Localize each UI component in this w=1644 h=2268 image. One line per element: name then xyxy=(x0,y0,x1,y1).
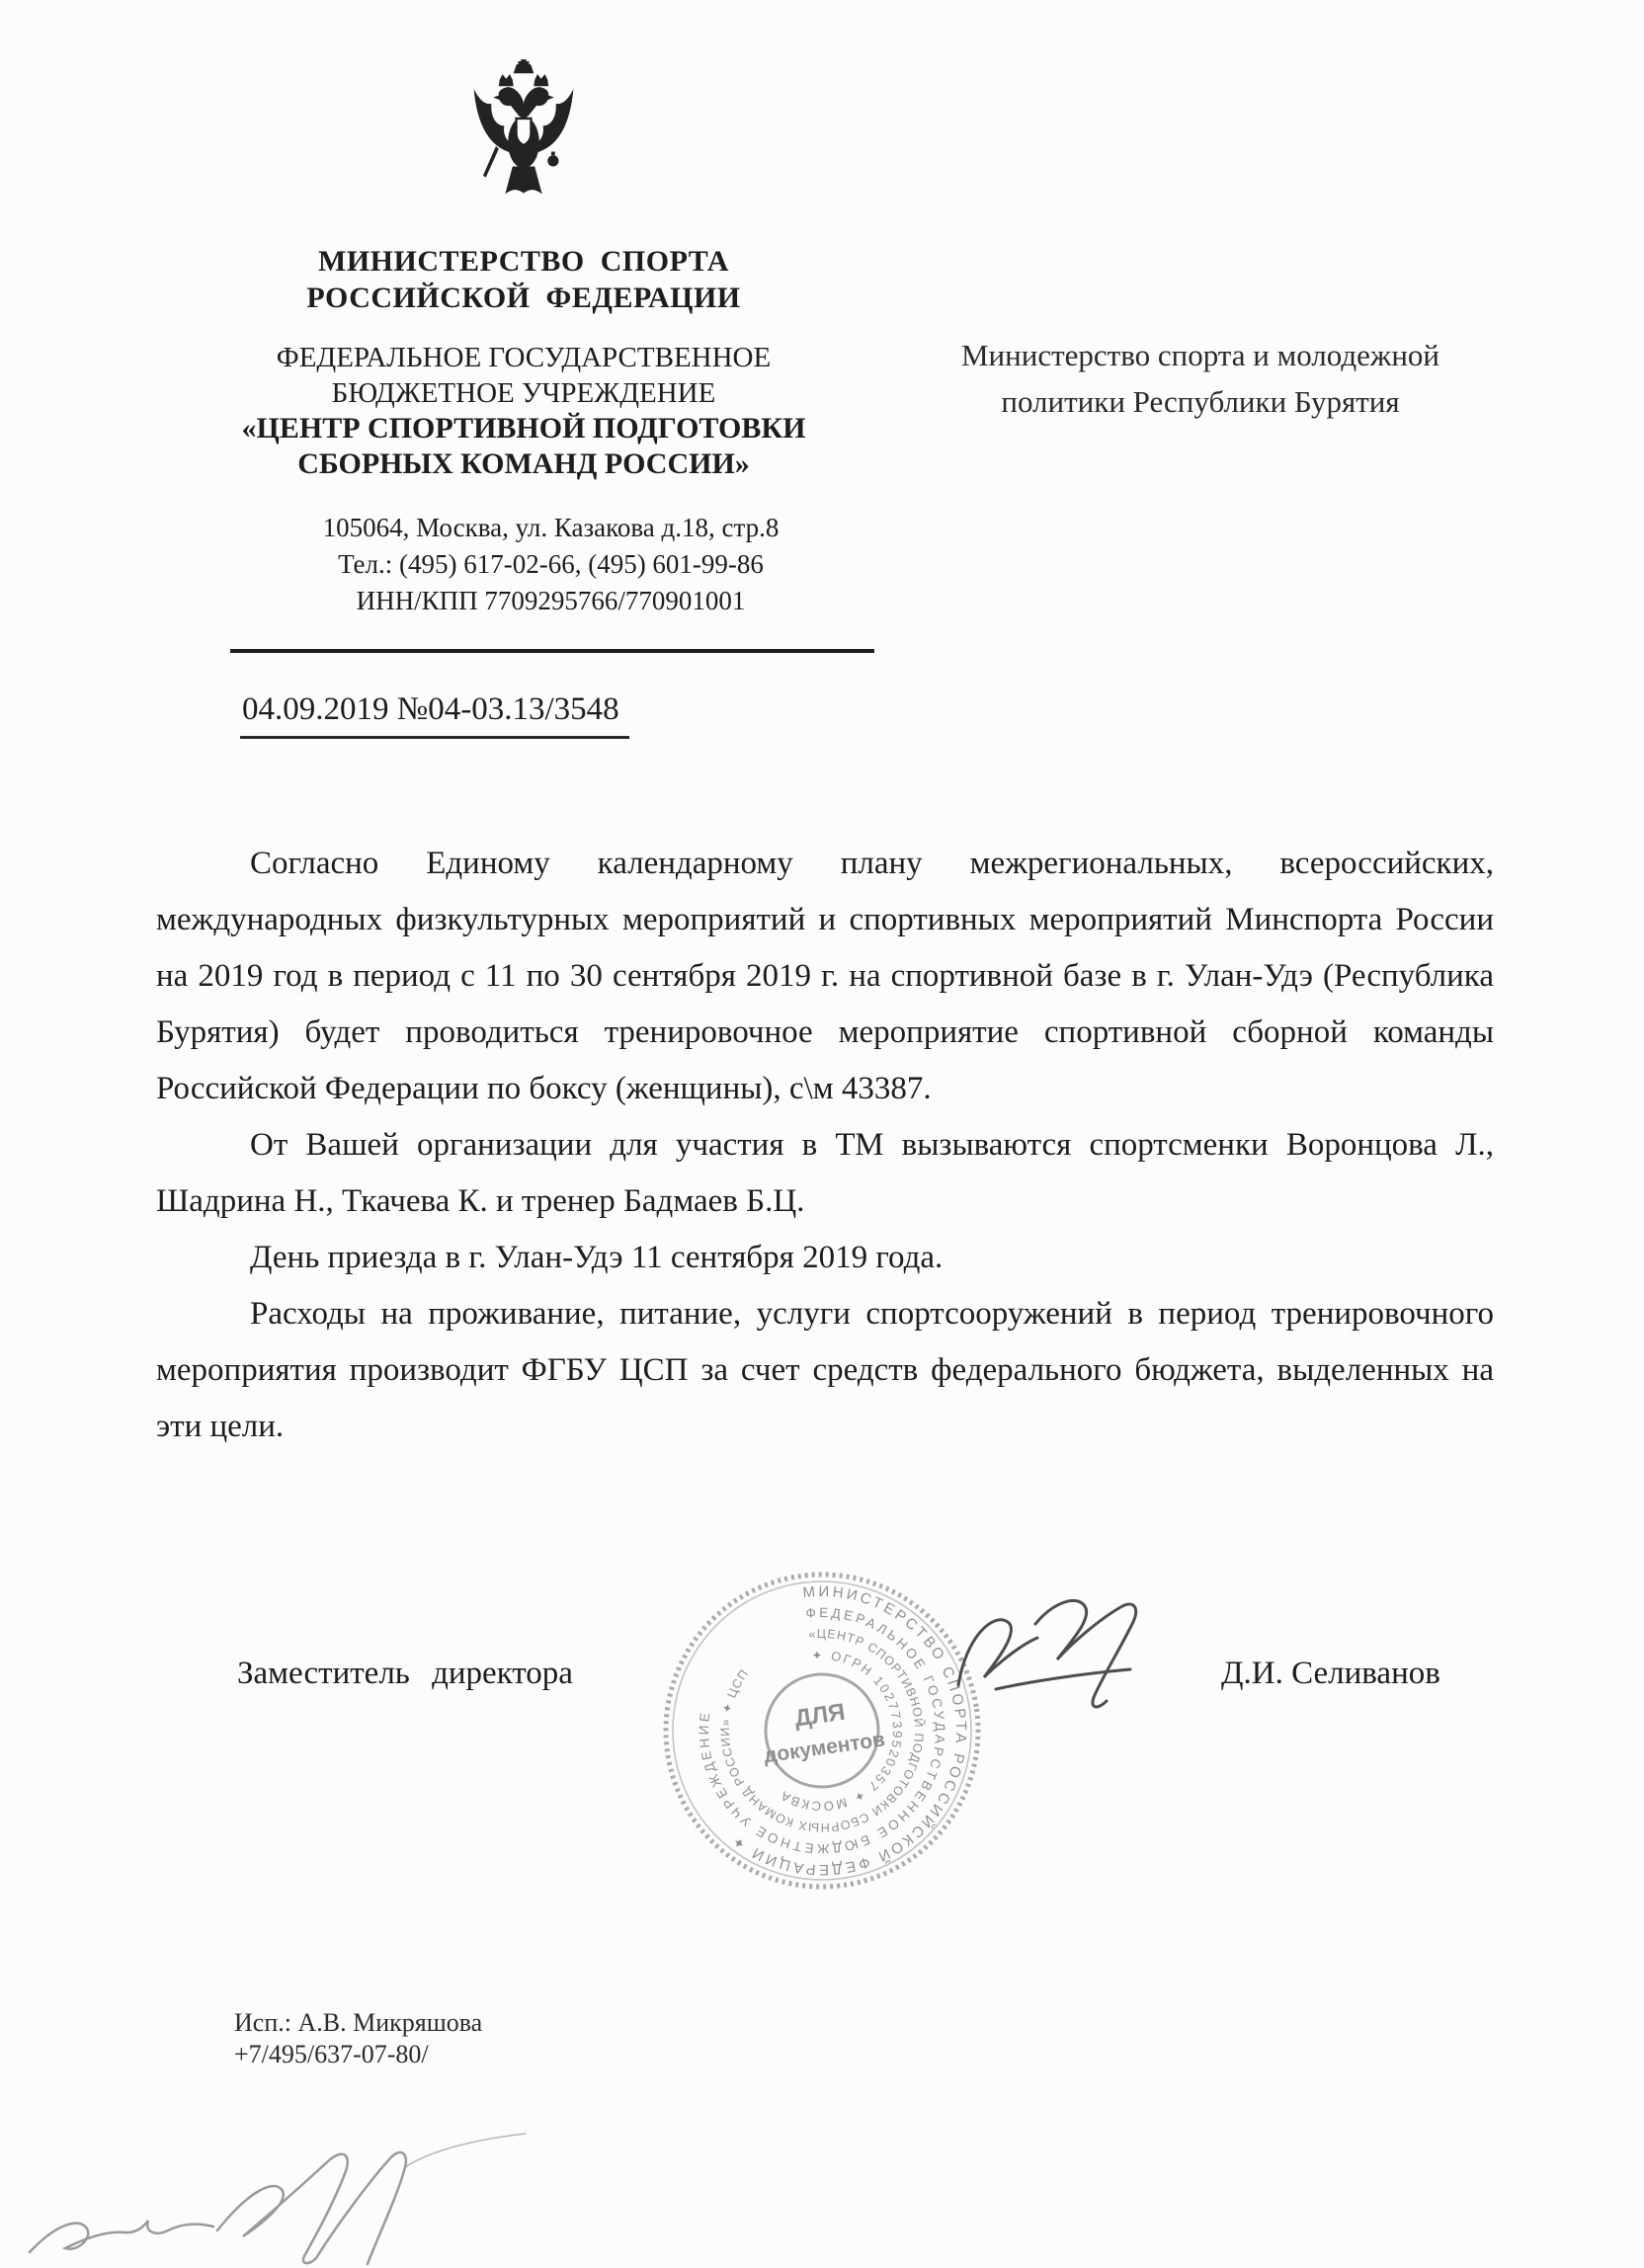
ministry-name-line2: РОССИЙСКОЙ ФЕДЕРАЦИИ xyxy=(306,282,741,314)
russian-coat-of-arms-icon xyxy=(468,57,579,233)
letterhead-divider xyxy=(230,649,874,653)
executor-block xyxy=(234,2007,482,2070)
executor-phone: +7/495/637-07-80/ xyxy=(234,2040,429,2068)
stamp-ring3-text: «ЦЕНТР СПОРТИВНОЙ ПОДГОТОВКИ СБОРНЫХ КОМАНД РОССИИ» ✦ ЦСП xyxy=(717,1626,927,1835)
letterhead xyxy=(168,57,879,653)
paragraph: День приезда в г. Улан-Удэ 11 сентября 2019 года. xyxy=(250,1240,944,1275)
org-name-line3: «ЦЕНТР СПОРТИВНОЙ ПОДГОТОВКИ xyxy=(241,412,806,445)
recipient-block xyxy=(889,332,1512,425)
paragraph: Согласно Единому календарному плану межрегиональных, всероссийских, международных физкультурных мероприятий и спортивных мероприятий Минспорта России на 2019 год в период с 11 по 30 сентября 2019 г. на спортивной базе в г. Улан-Удэ (Республика Бурятия) будет проводиться тренировочное мероприятие спортивной сборной команды Российской Федерации по боксу (женщины), с\м 43387. xyxy=(156,846,1494,1106)
org-name-line1: ФЕДЕРАЛЬНОЕ ГОСУДАРСТВЕННОЕ xyxy=(276,342,772,373)
stamp-center-line2: документов xyxy=(762,1728,887,1768)
org-phone: Тел.: (495) 617-02-66, (495) 601-99-86 xyxy=(338,549,764,579)
letter-body xyxy=(156,836,1494,1455)
recipient-line1: Министерство спорта и молодежной xyxy=(960,338,1439,372)
paragraph: Расходы на проживание, питание, услуги спортсооружений в период тренировочного мероприятия производит ФГБУ ЦСП за счет средств федерального бюджета, выделенных на эти цели. xyxy=(156,1296,1494,1444)
stamp-ring4-text: ✦ ОГРН 1027739520357 ✦ МОСКВА xyxy=(776,1647,906,1815)
handwritten-scrawl xyxy=(16,2132,539,2268)
signer-position-title: Заместитель директора xyxy=(237,1656,573,1691)
org-inn-kpp: ИНН/КПП 7709295766/770901001 xyxy=(356,586,746,615)
director-signature-ink xyxy=(937,1579,1164,1786)
ministry-name-line1: МИНИСТЕРСТВО СПОРТА xyxy=(318,245,729,278)
org-name-line4: СБОРНЫХ КОМАНД РОССИИ» xyxy=(297,447,750,480)
stamp-center-line1: ДЛЯ xyxy=(792,1698,848,1733)
org-name-line2: БЮДЖЕТНОЕ УЧРЕЖДЕНИЕ xyxy=(331,377,716,409)
stamp-ring2-text: ФЕДЕРАЛЬНОЕ ГОСУДАРСТВЕННОЕ БЮДЖЕТНОЕ УЧРЕЖДЕНИЕ xyxy=(696,1604,948,1857)
signer-name: Д.И. Селиванов xyxy=(1221,1656,1440,1691)
org-address: 105064, Москва, ул. Казакова д.18, стр.8 xyxy=(322,513,780,542)
stamp-ring1-text: МИНИСТЕРСТВО СПОРТА РОССИЙСКОЙ ФЕДЕРАЦИИ ✦ xyxy=(727,1582,970,1879)
reference-date-number: 04.09.2019 №04-03.13/3548 xyxy=(240,691,629,739)
paragraph: От Вашей организации для участия в ТМ вызываются спортсменки Воронцова Л., Шадрина Н., Ткачева К. и тренер Бадмаев Б.Ц. xyxy=(156,1127,1494,1219)
executor-name: Исп.: А.В. Микряшова xyxy=(234,2008,483,2037)
recipient-line2: политики Республики Бурятия xyxy=(1001,384,1400,419)
